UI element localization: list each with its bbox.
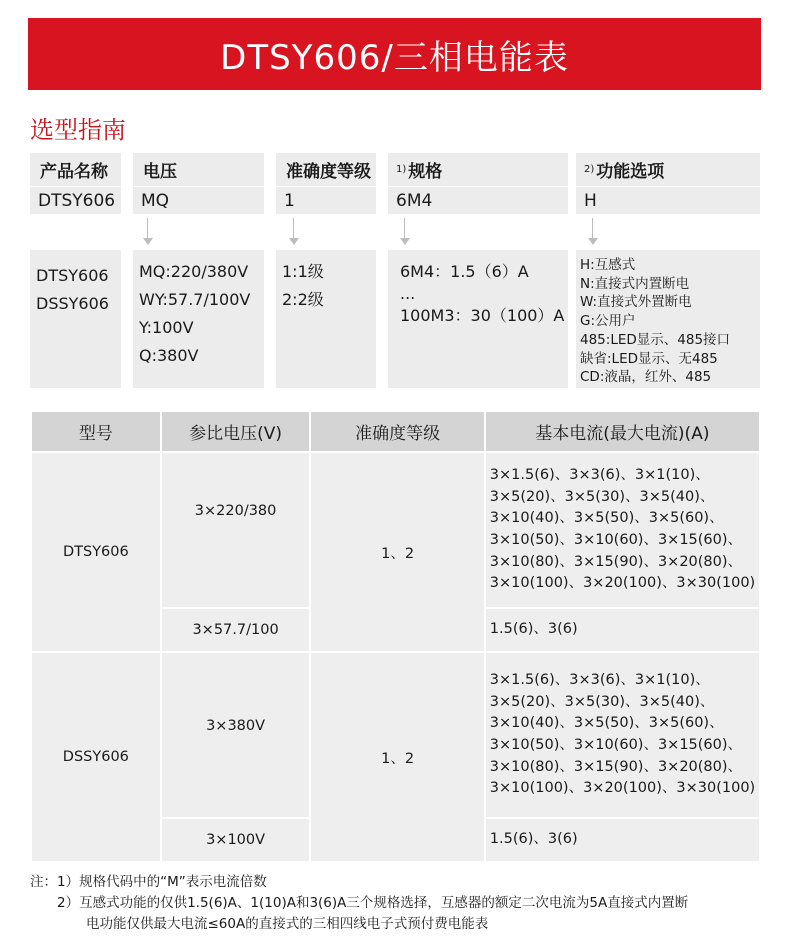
table-row	[31, 652, 760, 818]
accuracy-cell: 1、2	[310, 652, 484, 862]
table-row	[31, 452, 760, 608]
arrow-down-icon	[289, 218, 299, 246]
page-title: DTSY606/三相电能表	[220, 37, 569, 78]
voltage-cell: 3×380V	[161, 652, 311, 818]
voltage-options: MQ:220/380V WY:57.7/100V Y:100V Q:380V	[133, 250, 264, 388]
guide-header-function: 2) 功能选项	[576, 153, 760, 186]
guide-header-product: 产品名称	[30, 153, 121, 186]
spec-options: 6M4：1.5（6）A ... 100M3：30（100）A	[388, 250, 568, 388]
table-header-row	[31, 411, 760, 452]
spec-table	[30, 410, 761, 863]
current-cell: 1.5(6)、3(6)	[485, 608, 760, 652]
guide-header-voltage: 电压	[133, 153, 264, 186]
column-header: 型号	[31, 411, 161, 452]
guide-code-product: DTSY606	[30, 187, 121, 214]
guide-header-accuracy: 准确度等级	[276, 153, 376, 186]
arrow-down-icon	[143, 218, 153, 246]
column-header: 参比电压(V)	[161, 411, 311, 452]
current-cell: 3×1.5(6)、3×3(6)、3×1(10)、 3×5(20)、3×5(30)、3×5(40)、 3×10(40)、3×5(50)、3×5(60)、 3×10(50)、3×10(60)、3×15(60)、 3×10(80)、3×15(90)、3×20(80)、 3×10(100)、3×20(100)、3×30(100)	[485, 652, 760, 818]
column-header: 准确度等级	[310, 411, 484, 452]
voltage-cell: 3×220/380	[161, 452, 311, 608]
function-options: H:互感式 N:直接式内置断电 W:直接式外置断电 G:公用户 485:LED显示、485接口 缺省:LED显示、无485 CD:液晶，红外、485	[576, 250, 760, 388]
selection-guide-heading: 选型指南	[30, 116, 126, 144]
voltage-cell: 3×100V	[161, 818, 311, 862]
title-banner	[28, 18, 761, 90]
column-header: 基本电流(最大电流)(A)	[485, 411, 760, 452]
arrow-down-icon	[400, 218, 410, 246]
accuracy-cell: 1、2	[310, 452, 484, 652]
current-cell: 3×1.5(6)、3×3(6)、3×1(10)、 3×5(20)、3×5(30)、3×5(40)、 3×10(40)、3×5(50)、3×5(60)、 3×10(50)、3×10(60)、3×15(60)、 3×10(80)、3×15(90)、3×20(80)、 3×10(100)、3×20(100)、3×30(100)	[485, 452, 760, 608]
model-cell: DTSY606	[31, 452, 161, 652]
current-cell: 1.5(6)、3(6)	[485, 818, 760, 862]
notes	[30, 872, 688, 935]
product-options: DTSY606 DSSY606	[30, 250, 121, 388]
guide-code-function: H	[576, 187, 760, 214]
voltage-cell: 3×57.7/100	[161, 608, 311, 652]
note-line: 电功能仅供最大电流≤60A的直接式的三相四线电子式预付费电能表	[86, 916, 489, 932]
guide-code-accuracy: 1	[276, 187, 376, 214]
note-line: 2）互感式功能的仅供1.5(6)A、1(10)A和3(6)A三个规格选择，互感器的额定二次电流为5A直接式内置断	[57, 895, 689, 911]
guide-code-spec: 6M4	[388, 187, 568, 214]
arrow-down-icon	[588, 218, 598, 246]
note-line: 注：1）规格代码中的“M”表示电流倍数	[30, 874, 267, 890]
guide-header-spec: 1) 规格	[388, 153, 568, 186]
model-cell: DSSY606	[31, 652, 161, 862]
accuracy-options: 1:1级 2:2级	[276, 250, 376, 388]
guide-code-voltage: MQ	[133, 187, 264, 214]
